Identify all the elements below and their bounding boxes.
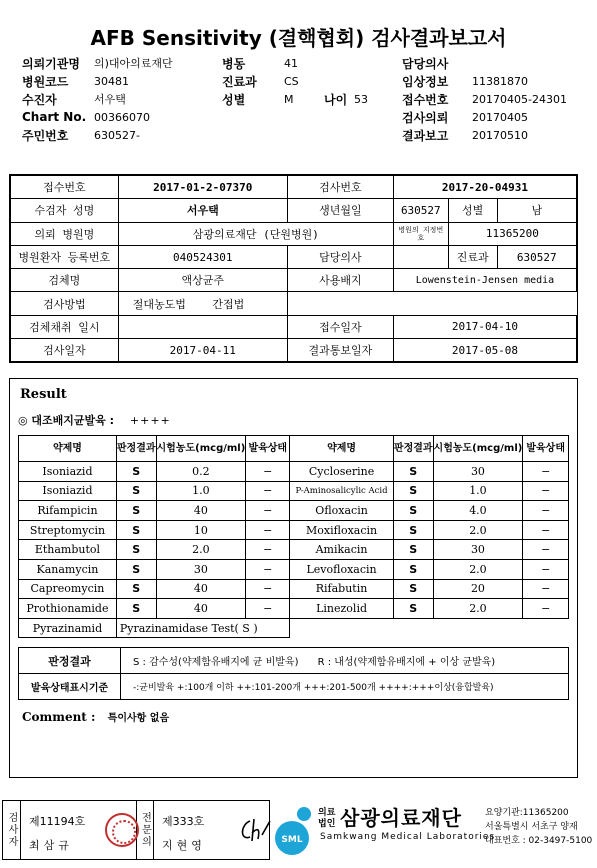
judge-result: S xyxy=(393,540,433,560)
dept: 630527 xyxy=(497,245,576,268)
table-row xyxy=(19,540,569,560)
drug-name: Capreomycin xyxy=(19,579,117,599)
header-label: 수진자 xyxy=(22,92,57,107)
judge-result: S xyxy=(393,559,433,579)
concentration: 40 xyxy=(156,579,246,599)
medium: Lowenstein-Jensen media xyxy=(393,269,576,292)
result-title: Result xyxy=(20,387,67,402)
judge-result: S xyxy=(393,462,433,482)
growth-status: − xyxy=(246,599,290,619)
report-date-label: 결과통보일자 xyxy=(287,339,393,362)
specimen-label: 검체명 xyxy=(11,269,119,292)
expert-label: 전문의 xyxy=(136,801,154,859)
test-date-label: 검사일자 xyxy=(11,339,119,362)
signature-box xyxy=(2,800,270,860)
collect-label: 검체채취 일시 xyxy=(11,315,119,338)
page-title: AFB Sensitivity (결핵협회) 검사결과보고서 xyxy=(90,26,507,50)
drug-name: Isoniazid xyxy=(19,481,117,501)
doctor xyxy=(393,245,448,268)
judge-result: S xyxy=(116,501,156,521)
control-growth-value: ++++ xyxy=(129,414,171,427)
header-row xyxy=(22,54,582,72)
method-2: 간접법 xyxy=(212,297,245,311)
header-label: 의뢰기관명 xyxy=(22,56,80,71)
growth-status: − xyxy=(523,501,569,521)
header-value: M xyxy=(284,92,294,106)
method-label: 검사방법 xyxy=(11,292,119,315)
header-value: 20170405 xyxy=(472,110,528,124)
col-conc: 시험농도(mcg/ml) xyxy=(156,436,246,462)
header-value: 의)대아의료재단 xyxy=(94,57,173,70)
header-label: 병동 xyxy=(222,56,246,71)
reg-no-label: 병원환자 등록번호 xyxy=(11,245,119,268)
drug-name: Kanamycin xyxy=(19,559,117,579)
org-info-1: 요양기관:11365200 xyxy=(485,808,569,818)
test-no-label: 검사번호 xyxy=(287,176,393,199)
header-label: Chart No. xyxy=(22,110,87,124)
growth-status: − xyxy=(523,520,569,540)
control-growth-label: ◎ 대조배지균발육 : xyxy=(18,414,115,427)
org-info xyxy=(485,806,597,848)
logo-text: SML xyxy=(281,835,303,845)
drug-name: P-Aminosalicylic Acid xyxy=(290,481,394,501)
header-label: 병원코드 xyxy=(22,74,69,89)
growth-status: − xyxy=(523,579,569,599)
growth-status: − xyxy=(523,481,569,501)
sex-label: 성별 xyxy=(448,199,497,222)
table-row xyxy=(19,462,569,482)
legend-judge-s: S : 감수성(약제함유배지에 균 비발육) xyxy=(133,657,299,668)
header-label: 임상정보 xyxy=(402,74,449,89)
concentration: 30 xyxy=(433,462,523,482)
concentration: 2.0 xyxy=(433,599,523,619)
judge-result: S xyxy=(393,481,433,501)
concentration: 1.0 xyxy=(156,481,246,501)
judge-result: S xyxy=(393,599,433,619)
concentration: 40 xyxy=(156,599,246,619)
concentration: 10 xyxy=(156,520,246,540)
header-row xyxy=(22,126,582,144)
col-growth-2: 발육상태 xyxy=(523,436,569,462)
comment xyxy=(22,709,169,724)
control-growth xyxy=(18,412,171,428)
concentration: 20 xyxy=(433,579,523,599)
org-type-2: 법인 xyxy=(318,819,336,829)
header-label: 진료과 xyxy=(222,74,257,89)
col-judge-2: 판정결과 xyxy=(393,436,433,462)
header-value: 20170405-24301 xyxy=(472,92,567,106)
accept-no-label: 접수번호 xyxy=(11,176,119,199)
report-date: 2017-05-08 xyxy=(393,339,576,362)
growth-status: − xyxy=(246,559,290,579)
org-name-en: Samkwang Medical Laboratories xyxy=(320,832,496,842)
drug-name: Amikacin xyxy=(290,540,394,560)
growth-status: − xyxy=(246,540,290,560)
birth: 630527 xyxy=(393,199,448,222)
expert-name: 지현영 xyxy=(162,839,206,852)
header-label: 접수번호 xyxy=(402,92,449,107)
tester-label: 검사자 xyxy=(3,801,21,859)
test-date: 2017-04-11 xyxy=(118,339,287,362)
header-label: 검사의뢰 xyxy=(402,110,449,125)
legend-judge xyxy=(121,648,569,674)
growth-status: − xyxy=(246,579,290,599)
legend-table xyxy=(18,647,569,700)
tester-cell xyxy=(21,801,136,859)
hospital: 삼광의료재단 (단원병원) xyxy=(118,222,393,245)
drug-name: Levofloxacin xyxy=(290,559,394,579)
org-type-1: 의료 xyxy=(318,808,336,818)
drug-name: Prothionamide xyxy=(19,599,117,619)
org-info-2: 서울특별시 서초구 양재 xyxy=(485,822,578,832)
concentration: 2.0 xyxy=(156,540,246,560)
signature-icon xyxy=(236,815,276,845)
patient-name-label: 수검자 성명 xyxy=(11,199,119,222)
judge-result: S xyxy=(116,481,156,501)
header-value: 630527- xyxy=(94,128,140,142)
growth-status: − xyxy=(523,599,569,619)
growth-status: − xyxy=(246,520,290,540)
header-label: 성별 xyxy=(222,92,246,107)
drug-name: Cycloserine xyxy=(290,462,394,482)
specimen-info-table xyxy=(10,175,577,362)
col-conc-2: 시험농도(mcg/ml) xyxy=(433,436,523,462)
legend-growth-label: 발육상태표시기준 xyxy=(19,674,121,700)
table-row xyxy=(19,481,569,501)
growth-status: − xyxy=(523,559,569,579)
judge-result: S xyxy=(116,540,156,560)
header-value: 서우택 xyxy=(94,93,126,106)
tester-no: 제11194호 xyxy=(29,815,86,828)
specimen: 액상균주 xyxy=(118,269,287,292)
specimen-info-box xyxy=(9,174,578,363)
col-drug-2: 약제명 xyxy=(290,436,394,462)
growth-status: − xyxy=(246,462,290,482)
sml-logo-icon xyxy=(274,802,314,856)
concentration: 1.0 xyxy=(433,481,523,501)
blank-cell xyxy=(287,292,576,315)
medium-label: 사용배지 xyxy=(287,269,393,292)
sex: 남 xyxy=(497,199,576,222)
concentration: 2.0 xyxy=(433,559,523,579)
header-label: 담당의사 xyxy=(402,56,449,71)
header-row xyxy=(22,108,582,126)
concentration: 2.0 xyxy=(433,520,523,540)
test-no: 2017-20-04931 xyxy=(393,176,576,199)
concentration: 0.2 xyxy=(156,462,246,482)
judge-result: S xyxy=(116,599,156,619)
judge-result: S xyxy=(116,559,156,579)
comment-text: 특이사항 없음 xyxy=(107,713,170,724)
reg-no: 040524301 xyxy=(118,245,287,268)
judge-result: S xyxy=(393,520,433,540)
growth-status: − xyxy=(523,462,569,482)
concentration: 40 xyxy=(156,501,246,521)
header-value: 00366070 xyxy=(94,110,150,124)
expert-cell xyxy=(154,801,269,859)
header-label: 나이 xyxy=(324,92,348,107)
col-growth: 발육상태 xyxy=(246,436,290,462)
drug-name: Rifampicin xyxy=(19,501,117,521)
accept-no: 2017-01-2-07370 xyxy=(118,176,287,199)
header-row xyxy=(22,90,582,108)
drug-name: Rifabutin xyxy=(290,579,394,599)
org-type xyxy=(318,808,335,830)
patient-name: 서우택 xyxy=(118,199,287,222)
tester-name: 최삼규 xyxy=(29,839,73,852)
judge-result: S xyxy=(116,579,156,599)
header-value: 53 xyxy=(354,92,368,106)
header-row xyxy=(22,72,582,90)
method-1: 절대농도법 xyxy=(132,297,186,311)
report-header xyxy=(22,54,582,144)
growth-status: − xyxy=(246,481,290,501)
header-label: 결과보고 xyxy=(402,128,449,143)
legend-judge-r: R : 내성(약제함유배지에 + 이상 균발육) xyxy=(317,657,496,668)
drug-name: Ethambutol xyxy=(19,540,117,560)
seal-icon xyxy=(105,813,139,847)
org-info-3: 대표번호 : 02-3497-5100 xyxy=(485,836,593,846)
dept-label: 진료과 xyxy=(448,245,497,268)
growth-status: − xyxy=(246,501,290,521)
table-row xyxy=(19,520,569,540)
drug-name: Ofloxacin xyxy=(290,501,394,521)
header-value: CS xyxy=(284,74,299,88)
growth-status: − xyxy=(523,540,569,560)
concentration: 30 xyxy=(156,559,246,579)
method xyxy=(118,292,287,315)
judge-result: S xyxy=(393,579,433,599)
drug-name: Linezolid xyxy=(290,599,394,619)
judge-result: S xyxy=(116,520,156,540)
pza-test-result: Pyrazinamidase Test( S ) xyxy=(116,618,289,638)
expert-no: 제333호 xyxy=(162,815,205,828)
table-row xyxy=(19,618,569,638)
receive: 2017-04-10 xyxy=(393,315,576,338)
drug-name: Moxifloxacin xyxy=(290,520,394,540)
hosp-code: 11365200 xyxy=(448,222,576,245)
judge-result: S xyxy=(116,462,156,482)
header-value: 11381870 xyxy=(472,74,528,88)
receive-label: 접수일자 xyxy=(287,315,393,338)
header-label: 주민번호 xyxy=(22,128,69,143)
hospital-label: 의뢰 병원명 xyxy=(11,222,119,245)
drug-name: Pyrazinamid xyxy=(19,618,117,638)
table-row xyxy=(19,559,569,579)
header-value: 41 xyxy=(284,56,298,70)
result-box xyxy=(9,378,578,778)
col-judge: 판정결과 xyxy=(116,436,156,462)
table-row xyxy=(19,501,569,521)
blank-cell xyxy=(290,618,569,638)
collect xyxy=(118,315,287,338)
judge-result: S xyxy=(393,501,433,521)
table-row xyxy=(19,599,569,619)
drug-name: Streptomycin xyxy=(19,520,117,540)
doctor-label: 담당의사 xyxy=(287,245,393,268)
col-drug: 약제명 xyxy=(19,436,117,462)
hosp-code-label: 병원의 지정번호 xyxy=(393,222,448,245)
legend-growth: -:균비발육 +:100개 이하 ++:101-200개 +++:201-500개 ++++:+++이상(융합발육) xyxy=(121,674,569,700)
concentration: 30 xyxy=(433,540,523,560)
footer xyxy=(0,798,597,868)
header-value: 30481 xyxy=(94,74,129,88)
header-value: 20170510 xyxy=(472,128,528,142)
table-row xyxy=(19,579,569,599)
concentration: 4.0 xyxy=(433,501,523,521)
birth-label: 생년월일 xyxy=(287,199,393,222)
sensitivity-table xyxy=(18,435,569,638)
comment-label: Comment : xyxy=(22,710,96,724)
org-name: 삼광의료재단 xyxy=(340,806,462,830)
legend-judge-label: 판정결과 xyxy=(19,648,121,674)
drug-name: Isoniazid xyxy=(19,462,117,482)
